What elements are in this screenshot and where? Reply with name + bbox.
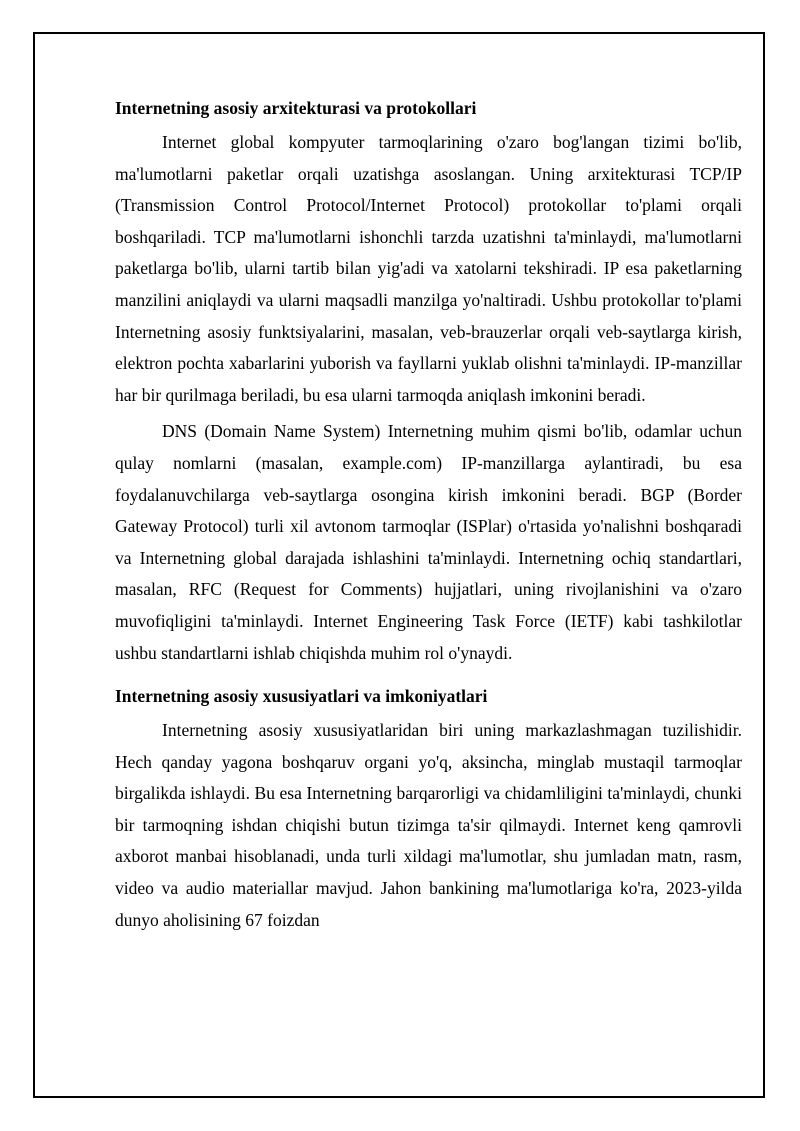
paragraph-tcp-ip: Internet global kompyuter tarmoqlarining o'zaro bog'langan tizimi bo'lib, ma'lumotlarni paketlar orqali uzatishga asoslangan. Uning arxitekturasi TCP/IP (Transmission Control Protocol/Internet Protocol) protokollar to'plami orqali boshqariladi. TCP ma'lumotlarni ishonchli tarzda uzatishni ta'minlaydi, ma'lumotlarni paketlarga bo'lib, ularni tartib bilan yig'adi va xatolarni tekshiradi. IP esa paketlarning manzilini aniqlaydi va ularni maqsadli manzilga yo'naltiradi. Ushbu protokollar to'plami Internetning asosiy funktsiyalarini, masalan, veb-brauzerlar orqali veb-saytlarga kirish, elektron pochta xabarlarini yuborish va fayllarni yuklab olishni ta'minlaydi. IP-manzillar har bir qurilmaga beriladi, bu esa ularni tarmoqda aniqlash imkonini beradi.	[115, 132, 742, 405]
section-heading-features: Internetning asosiy xususiyatlari va imkoniyatlari	[115, 686, 488, 707]
section-heading-architecture: Internetning asosiy arxitekturasi va protokollari	[115, 98, 477, 118]
paragraph-decentralized: Internetning asosiy xususiyatlaridan biri uning markazlashmagan tuzilishidir. Hech qanday yagona boshqaruv organi yo'q, aksincha, minglab mustaqil tarmoqlar birgalikda ishlaydi. Bu esa Internetning barqarorligi va chidamliligini ta'minlaydi, chunki bir tarmoqning ishdan chiqishi butun tizimga ta'sir qilmaydi. Internet keng qamrovli axborot manbai hisoblanadi, unda turli xildagi ma'lumotlar, shu jumladan matn, rasm, video va audio materiallar mavjud. Jahon bankining ma'lumotlariga ko'ra, 2023-yilda dunyo aholisining 67 foizdan	[115, 720, 742, 930]
document-body	[115, 96, 742, 941]
paragraph-dns-bgp: DNS (Domain Name System) Internetning muhim qismi bo'lib, odamlar uchun qulay nomlarni (masalan, example.com) IP-manzillarga aylantiradi, bu esa foydalanuvchilarga veb-saytlarga osongina kirish imkonini beradi. BGP (Border Gateway Protocol) turli xil avtonom tarmoqlar (ISPlar) o'rtasida yo'nalishni boshqaradi va Internetning global darajada ishlashini ta'minlaydi. Internetning ochiq standartlari, masalan, RFC (Request for Comments) hujjatlari, uning rivojlanishini va o'zaro muvofiqligini ta'minlaydi. Internet Engineering Task Force (IETF) kabi tashkilotlar ushbu standartlarni ishlab chiqishda muhim rol o'ynaydi.	[115, 421, 742, 663]
